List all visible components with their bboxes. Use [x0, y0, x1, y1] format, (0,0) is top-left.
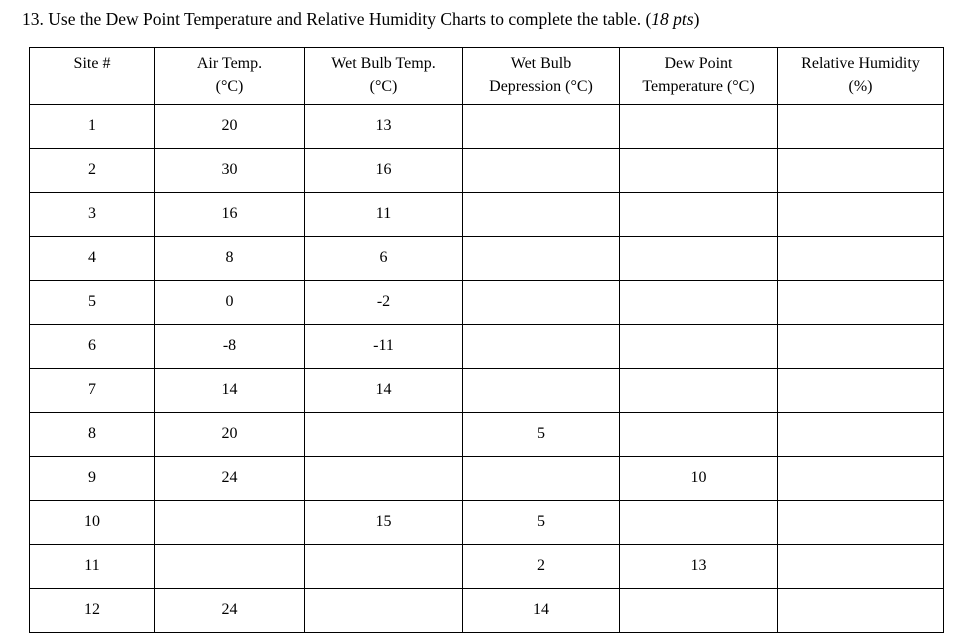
- cell-site: 12: [30, 589, 155, 633]
- header-site-line1: Site #: [73, 55, 111, 72]
- cell-relative-humidity[interactable]: [778, 237, 944, 281]
- table-row: [30, 105, 944, 149]
- cell-relative-humidity[interactable]: [778, 149, 944, 193]
- cell-site: 8: [30, 413, 155, 457]
- table-body: [30, 105, 944, 633]
- table-row: [30, 413, 944, 457]
- cell-wet-bulb-temp: -2: [305, 281, 463, 325]
- cell-air-temp: 20: [155, 413, 305, 457]
- cell-air-temp: 14: [155, 369, 305, 413]
- table-row: [30, 325, 944, 369]
- cell-wet-bulb-temp: 6: [305, 237, 463, 281]
- cell-air-temp: 8: [155, 237, 305, 281]
- cell-relative-humidity[interactable]: [778, 457, 944, 501]
- header-relative-humidity-line2: (%): [848, 78, 873, 95]
- cell-dew-point[interactable]: [620, 501, 778, 545]
- header-air-temp: [155, 48, 305, 105]
- header-relative-humidity-line1: Relative Humidity: [801, 55, 920, 72]
- table-row: [30, 149, 944, 193]
- cell-dew-point[interactable]: [620, 369, 778, 413]
- header-row: [30, 48, 944, 105]
- cell-wet-bulb-temp: 13: [305, 105, 463, 149]
- cell-relative-humidity[interactable]: [778, 589, 944, 633]
- cell-air-temp: 24: [155, 457, 305, 501]
- cell-dew-point[interactable]: [620, 105, 778, 149]
- cell-wet-bulb-temp[interactable]: [305, 545, 463, 589]
- cell-wet-bulb-temp: 14: [305, 369, 463, 413]
- header-air-temp-line1: Air Temp.: [196, 55, 263, 72]
- cell-wet-bulb-depression[interactable]: [463, 369, 620, 413]
- cell-relative-humidity[interactable]: [778, 413, 944, 457]
- cell-relative-humidity[interactable]: [778, 325, 944, 369]
- header-wet-bulb-temp-line1: Wet Bulb Temp.: [331, 55, 436, 72]
- cell-air-temp: 0: [155, 281, 305, 325]
- cell-air-temp: 30: [155, 149, 305, 193]
- table-row: [30, 545, 944, 589]
- header-wet-bulb-temp: [305, 48, 463, 105]
- table-row: [30, 193, 944, 237]
- header-relative-humidity: [778, 48, 944, 105]
- cell-air-temp: 24: [155, 589, 305, 633]
- cell-relative-humidity[interactable]: [778, 193, 944, 237]
- header-dew-point-line1: Dew Point: [664, 55, 733, 72]
- header-wet-bulb-temp-line2: (°C): [369, 78, 398, 95]
- cell-site: 9: [30, 457, 155, 501]
- cell-dew-point[interactable]: [620, 325, 778, 369]
- cell-dew-point[interactable]: [620, 193, 778, 237]
- cell-dew-point: 13: [620, 545, 778, 589]
- cell-site: 11: [30, 545, 155, 589]
- table-row: [30, 237, 944, 281]
- cell-wet-bulb-depression: 5: [463, 413, 620, 457]
- question-prompt: 13. Use the Dew Point Temperature and Relative Humidity Charts to complete the table. (: [22, 9, 652, 29]
- cell-wet-bulb-temp: 15: [305, 501, 463, 545]
- header-air-temp-line2: (°C): [215, 78, 244, 95]
- table-row: [30, 589, 944, 633]
- cell-wet-bulb-temp: 16: [305, 149, 463, 193]
- cell-wet-bulb-depression[interactable]: [463, 193, 620, 237]
- table-row: [30, 369, 944, 413]
- cell-site: 5: [30, 281, 155, 325]
- header-wet-bulb-depression-line2: Depression (°C): [489, 78, 593, 95]
- question-close-paren: ): [693, 9, 700, 29]
- cell-dew-point[interactable]: [620, 589, 778, 633]
- cell-site: 2: [30, 149, 155, 193]
- cell-wet-bulb-temp[interactable]: [305, 413, 463, 457]
- table-row: [30, 281, 944, 325]
- cell-relative-humidity[interactable]: [778, 545, 944, 589]
- header-wet-bulb-depression: [463, 48, 620, 105]
- cell-dew-point[interactable]: [620, 237, 778, 281]
- cell-wet-bulb-depression: 2: [463, 545, 620, 589]
- cell-wet-bulb-depression[interactable]: [463, 237, 620, 281]
- cell-relative-humidity[interactable]: [778, 501, 944, 545]
- cell-wet-bulb-depression[interactable]: [463, 457, 620, 501]
- cell-site: 6: [30, 325, 155, 369]
- cell-dew-point: 10: [620, 457, 778, 501]
- cell-relative-humidity[interactable]: [778, 281, 944, 325]
- cell-dew-point[interactable]: [620, 149, 778, 193]
- cell-wet-bulb-temp: -11: [305, 325, 463, 369]
- cell-air-temp[interactable]: [155, 545, 305, 589]
- cell-relative-humidity[interactable]: [778, 369, 944, 413]
- cell-wet-bulb-temp: 11: [305, 193, 463, 237]
- cell-wet-bulb-temp[interactable]: [305, 457, 463, 501]
- data-table: [29, 47, 944, 633]
- cell-dew-point[interactable]: [620, 281, 778, 325]
- cell-wet-bulb-temp[interactable]: [305, 589, 463, 633]
- header-wet-bulb-depression-line1: Wet Bulb: [510, 55, 572, 72]
- cell-wet-bulb-depression[interactable]: [463, 325, 620, 369]
- cell-site: 4: [30, 237, 155, 281]
- header-dew-point: [620, 48, 778, 105]
- table-row: [30, 501, 944, 545]
- cell-relative-humidity[interactable]: [778, 105, 944, 149]
- question-text: [22, 9, 699, 30]
- table-row: [30, 457, 944, 501]
- cell-wet-bulb-depression[interactable]: [463, 281, 620, 325]
- cell-wet-bulb-depression[interactable]: [463, 105, 620, 149]
- cell-air-temp[interactable]: [155, 501, 305, 545]
- cell-site: 3: [30, 193, 155, 237]
- cell-air-temp: 20: [155, 105, 305, 149]
- cell-site: 7: [30, 369, 155, 413]
- cell-air-temp: -8: [155, 325, 305, 369]
- cell-site: 10: [30, 501, 155, 545]
- question-points: 18 pts: [651, 9, 694, 29]
- cell-wet-bulb-depression[interactable]: [463, 149, 620, 193]
- cell-wet-bulb-depression: 14: [463, 589, 620, 633]
- header-dew-point-line2: Temperature (°C): [642, 78, 755, 95]
- cell-site: 1: [30, 105, 155, 149]
- cell-wet-bulb-depression: 5: [463, 501, 620, 545]
- cell-air-temp: 16: [155, 193, 305, 237]
- cell-dew-point[interactable]: [620, 413, 778, 457]
- header-site: [30, 48, 155, 105]
